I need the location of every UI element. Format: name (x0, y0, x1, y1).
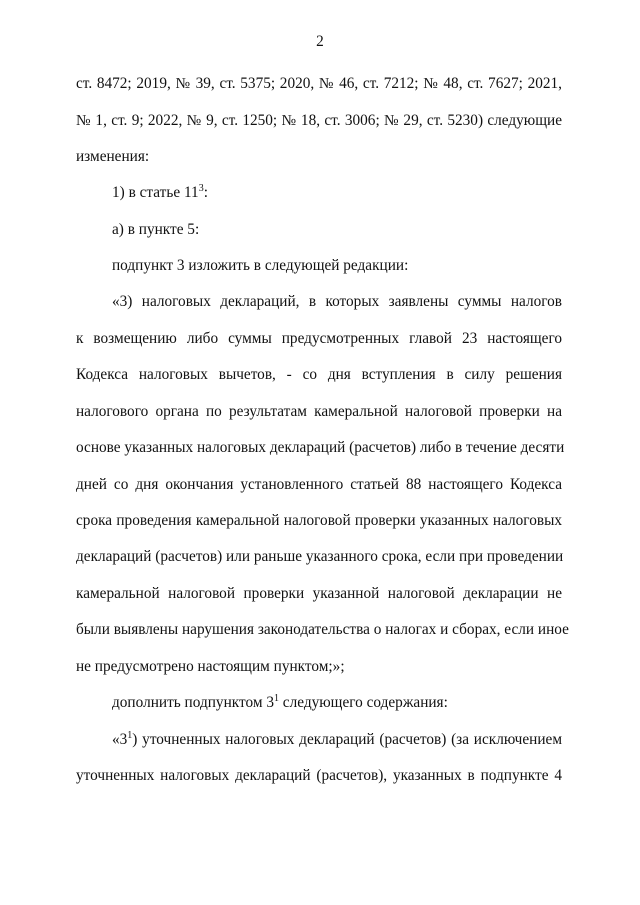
text-line-1: ст. 8472; 2019, № 39, ст. 5375; 2020, № 46, ст. 7212; № 48, ст. 7627; 2021, (76, 75, 562, 92)
quote-line-3: Кодекса налоговых вычетов, - со дня вступления в силу решения (76, 366, 562, 383)
quote2-superscript: 1 (127, 730, 133, 741)
quote-line-9: камеральной налоговой проверки указанной налоговой декларации не (76, 585, 562, 602)
subitem-a-heading: а) в пункте 5: (112, 221, 200, 238)
addition-superscript: 1 (273, 693, 279, 704)
item-1-text: 1) в статье 11 (112, 184, 199, 201)
quote-line-10: были выявлены нарушения законодательства о налогах и сборах, если иное (76, 621, 569, 638)
item-1-colon: : (203, 184, 208, 201)
addition-text-end: следующего содержания: (278, 694, 448, 711)
item-1-heading (112, 184, 208, 202)
quote-line-7: срока проведения камеральной налоговой проверки указанных налоговых (76, 512, 562, 529)
quote2-line-2: уточненных налоговых деклараций (расчетов), указанных в подпункте 4 (76, 767, 562, 784)
quote-line-6: дней со дня окончания установленного статьей 88 настоящего Кодекса (76, 476, 562, 493)
quote-line-5: основе указанных налоговых деклараций (расчетов) либо в течение десяти (76, 439, 565, 456)
instruction-line: подпункт 3 изложить в следующей редакции: (112, 257, 409, 274)
quote-line-4: налогового органа по результатам камеральной налоговой проверки на (76, 403, 562, 420)
quote2-prefix: «3 (112, 731, 128, 748)
quote-line-1: «3) налоговых деклараций, в которых заявлены суммы налогов (112, 293, 562, 310)
quote2-text: ) уточненных налоговых деклараций (расчетов) (за исключением (132, 731, 562, 748)
quote-line-2: к возмещению либо суммы предусмотренных главой 23 настоящего (76, 330, 562, 347)
addition-text: дополнить подпунктом 3 (112, 694, 274, 711)
text-line-2: № 1, ст. 9; 2022, № 9, ст. 1250; № 18, ст. 3006; № 29, ст. 5230) следующие (76, 112, 562, 129)
quote2-line-1 (112, 731, 562, 749)
quote-line-8: деклараций (расчетов) или раньше указанного срока, если при проведении (76, 548, 564, 565)
addition-instruction (112, 694, 448, 712)
text-line-3: изменения: (76, 148, 150, 165)
quote-line-11: не предусмотрено настоящим пунктом;»; (76, 658, 345, 675)
item-1-superscript: 3 (198, 183, 204, 194)
page-number: 2 (316, 33, 324, 50)
